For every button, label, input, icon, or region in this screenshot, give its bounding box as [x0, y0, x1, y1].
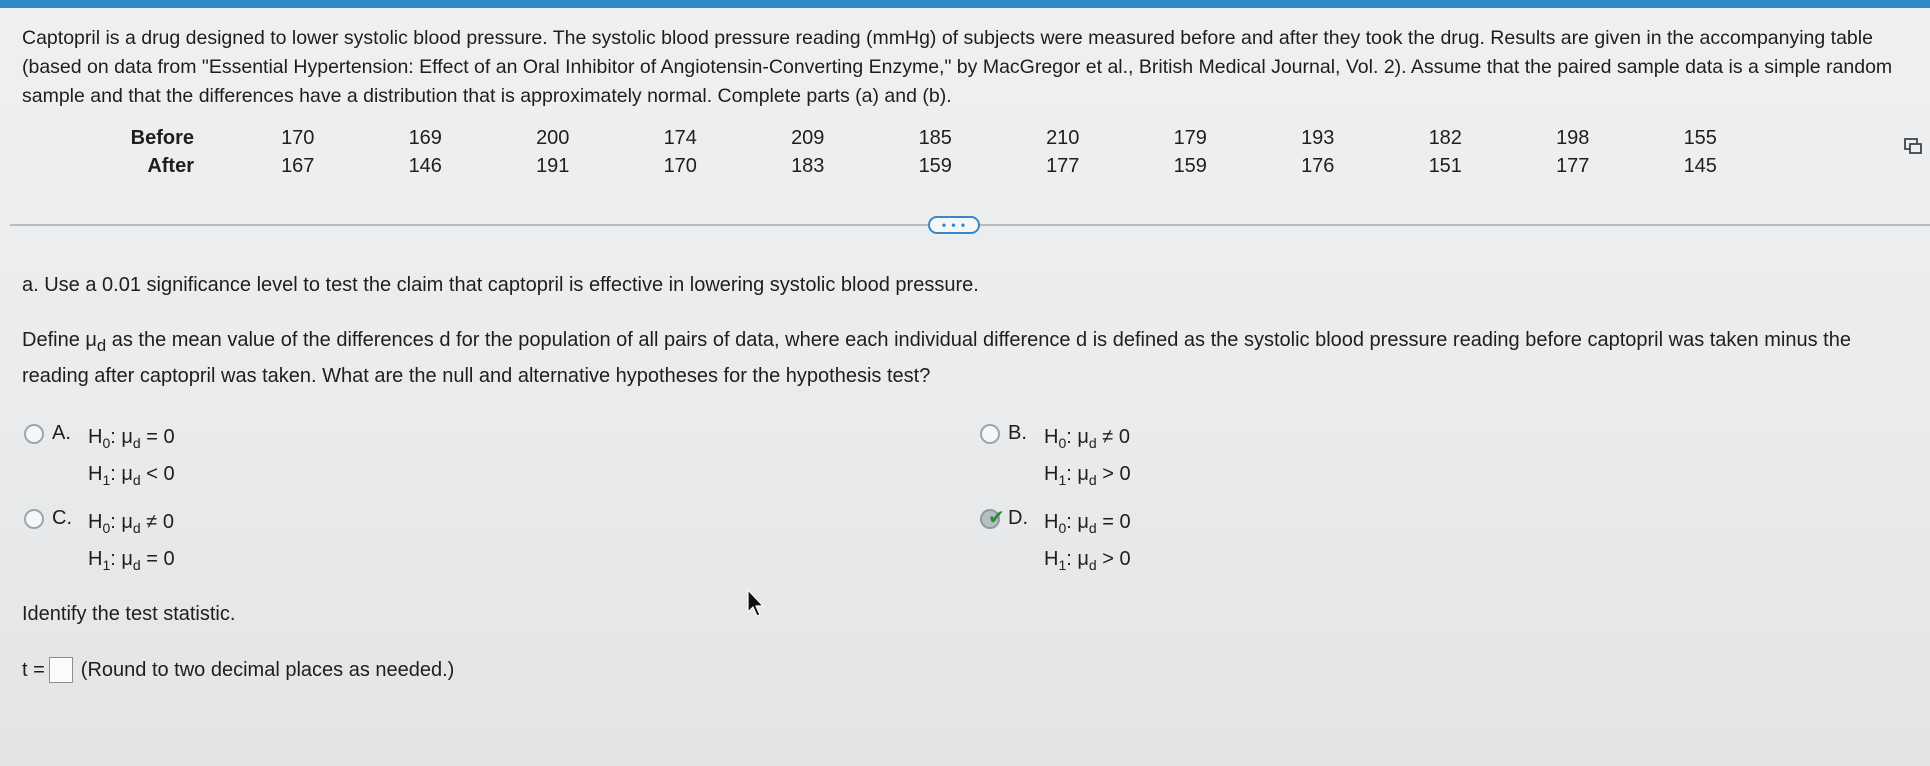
expand-more-button[interactable] — [928, 216, 980, 234]
option-d[interactable] — [980, 507, 1131, 581]
checkmark-icon: ✔ — [988, 507, 1005, 529]
hypotheses-d: $H_0$: $\mu_d = 0$ $H_1$: $\mu_d > 0$ — [1044, 511, 1131, 573]
before-cell: 200 — [536, 126, 570, 149]
before-cell: 185 — [918, 126, 952, 149]
after-cell: 177 — [1556, 154, 1590, 177]
option-letter: B. — [1008, 422, 1027, 444]
after-cell: 170 — [663, 154, 697, 177]
option-letter: A. — [52, 422, 71, 444]
before-cell: 209 — [791, 126, 825, 149]
t-answer-row — [22, 657, 454, 683]
radio-b[interactable] — [980, 424, 1000, 444]
option-b[interactable] — [980, 422, 1131, 496]
after-cell: 159 — [918, 154, 952, 177]
more-button-label: • • • — [941, 218, 967, 232]
before-cell: 169 — [408, 126, 442, 149]
table-row-before — [100, 124, 1764, 152]
before-cell: 179 — [1173, 126, 1207, 149]
option-a[interactable] — [24, 422, 175, 496]
before-label: Before — [130, 126, 194, 149]
before-cell: 155 — [1683, 126, 1717, 149]
data-table — [100, 124, 1764, 180]
define-sub: d — [96, 336, 107, 355]
hypotheses-b: $H_0$: $\mu_d \ne 0$ $H_1$: $\mu_d > 0$ — [1044, 426, 1131, 488]
after-cell: 191 — [536, 154, 570, 177]
round-note: (Round to two decimal places as needed.) — [80, 658, 455, 681]
radio-a[interactable] — [24, 424, 44, 444]
after-cell: 177 — [1046, 154, 1080, 177]
after-cell: 176 — [1301, 154, 1335, 177]
define-pre: Define μ — [22, 329, 97, 351]
after-cell: 167 — [281, 154, 315, 177]
before-cell: 210 — [1046, 126, 1080, 149]
after-cell: 146 — [408, 154, 442, 177]
after-cell: 151 — [1428, 154, 1462, 177]
table-row-after — [100, 152, 1764, 180]
mouse-pointer-icon — [746, 588, 768, 618]
after-cell: 159 — [1173, 154, 1207, 177]
before-cell: 182 — [1428, 126, 1462, 149]
before-cell: 193 — [1301, 126, 1335, 149]
part-a-prompt: a. Use a 0.01 significance level to test the claim that captopril is effective in lowering systolic blood pressure. — [22, 274, 979, 296]
option-letter: D. — [1008, 507, 1028, 529]
copy-data-icon[interactable] — [1904, 138, 1922, 154]
hypotheses-c: $H_0$: $\mu_d \ne 0$ $H_1$: $\mu_d = 0$ — [88, 511, 175, 573]
option-letter: C. — [52, 507, 72, 529]
radio-c[interactable] — [24, 509, 44, 529]
t-label: t = — [22, 658, 45, 681]
radio-d-selected[interactable] — [980, 507, 1005, 529]
problem-intro: Captopril is a drug designed to lower systolic blood pressure. The systolic blood pressure reading (mmHg) of subjects were measured before and after they took the drug. Results are given in the accompanying table (based on data from "Essential Hypertension: Effect of an Oral Inhibitor of Angiotensin-Converting Enzyme," by MacGregor et al., British Medical Journal, Vol. 2). Assume that the paired sample data is a simple random sample and that the differences have a distribution that is approximately normal. Complete parts (a) and (b). — [22, 27, 1893, 107]
identify-prompt: Identify the test statistic. — [22, 603, 236, 625]
define-post: as the mean value of the differences d for the population of all pairs of data, where each individual difference d is defined as the systolic blood pressure reading before captopril was taken minus the reading after captopril was taken. What are the null and alternative hypotheses for the hypothesis test? — [22, 329, 1851, 387]
before-cell: 170 — [281, 126, 315, 149]
after-cell: 145 — [1683, 154, 1717, 177]
t-input[interactable] — [49, 657, 73, 683]
after-cell: 183 — [791, 154, 825, 177]
after-label: After — [147, 154, 194, 177]
hypotheses-a: $H_0$: $\mu_d = 0$ $H_1$: $\mu_d < 0$ — [88, 426, 175, 488]
top-accent-bar — [0, 0, 1930, 8]
define-paragraph — [22, 325, 1912, 392]
before-cell: 174 — [663, 126, 697, 149]
option-c[interactable] — [24, 507, 175, 581]
before-cell: 198 — [1556, 126, 1590, 149]
